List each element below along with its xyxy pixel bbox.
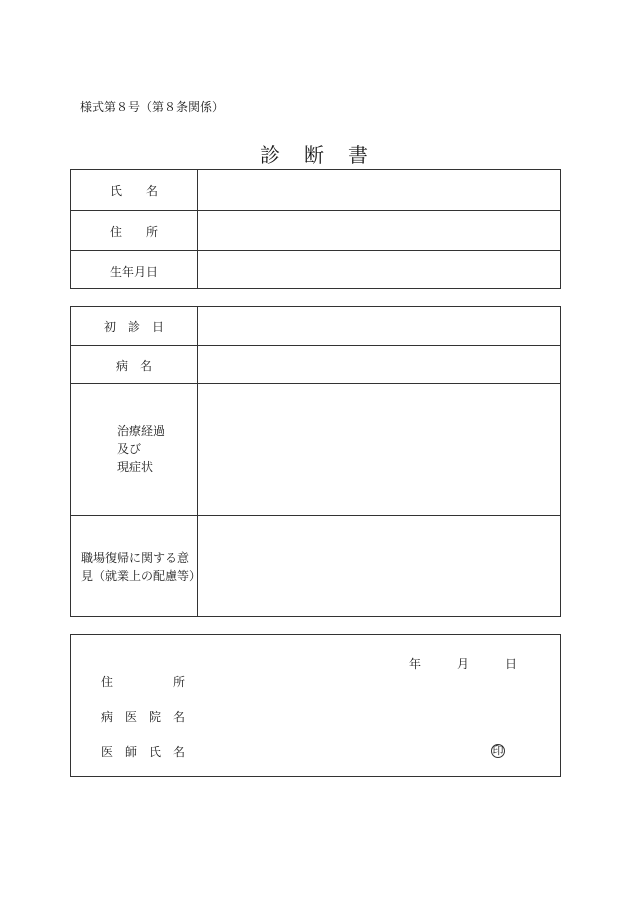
birthdate-field[interactable] <box>198 251 560 290</box>
address-label: 住 所 <box>101 675 186 689</box>
name-label: 氏 名 <box>109 184 158 198</box>
birthdate-label: 生年月日 <box>109 265 158 279</box>
name-field[interactable] <box>198 170 560 210</box>
seal-mark: 印 <box>492 744 504 757</box>
doctor-name-label: 医 師 氏 名 <box>101 745 186 759</box>
table-row-treatment <box>71 383 560 516</box>
table-row-address <box>71 210 560 251</box>
table-row-name <box>71 170 560 210</box>
treatment-label: 治療経過 及び 現症状 <box>117 424 166 474</box>
return-opinion-label: 職場復帰に関する意 見（就業上の配慮等） <box>81 551 202 583</box>
medical-info-table <box>70 306 561 617</box>
return-opinion-field[interactable] <box>198 516 560 618</box>
table-row-disease <box>71 345 560 384</box>
first-visit-label: 初 診 日 <box>103 320 164 334</box>
first-visit-field[interactable] <box>198 307 560 345</box>
treatment-field[interactable] <box>198 384 560 516</box>
hospital-name-label: 病 医 院 名 <box>101 710 186 724</box>
disease-field[interactable] <box>198 346 560 384</box>
date-line: 年 月 日 <box>409 657 518 671</box>
patient-info-table <box>70 169 561 289</box>
form-number: 様式第８号（第８条関係） <box>80 100 225 114</box>
document-title: 診 断 書 <box>260 143 370 167</box>
disease-label: 病 名 <box>115 359 152 373</box>
table-row-first-visit <box>71 307 560 345</box>
address-field[interactable] <box>198 211 560 251</box>
signature-box <box>70 634 561 777</box>
table-row-birthdate <box>71 250 560 290</box>
table-row-return-opinion <box>71 515 560 618</box>
address-label: 住 所 <box>109 225 158 239</box>
